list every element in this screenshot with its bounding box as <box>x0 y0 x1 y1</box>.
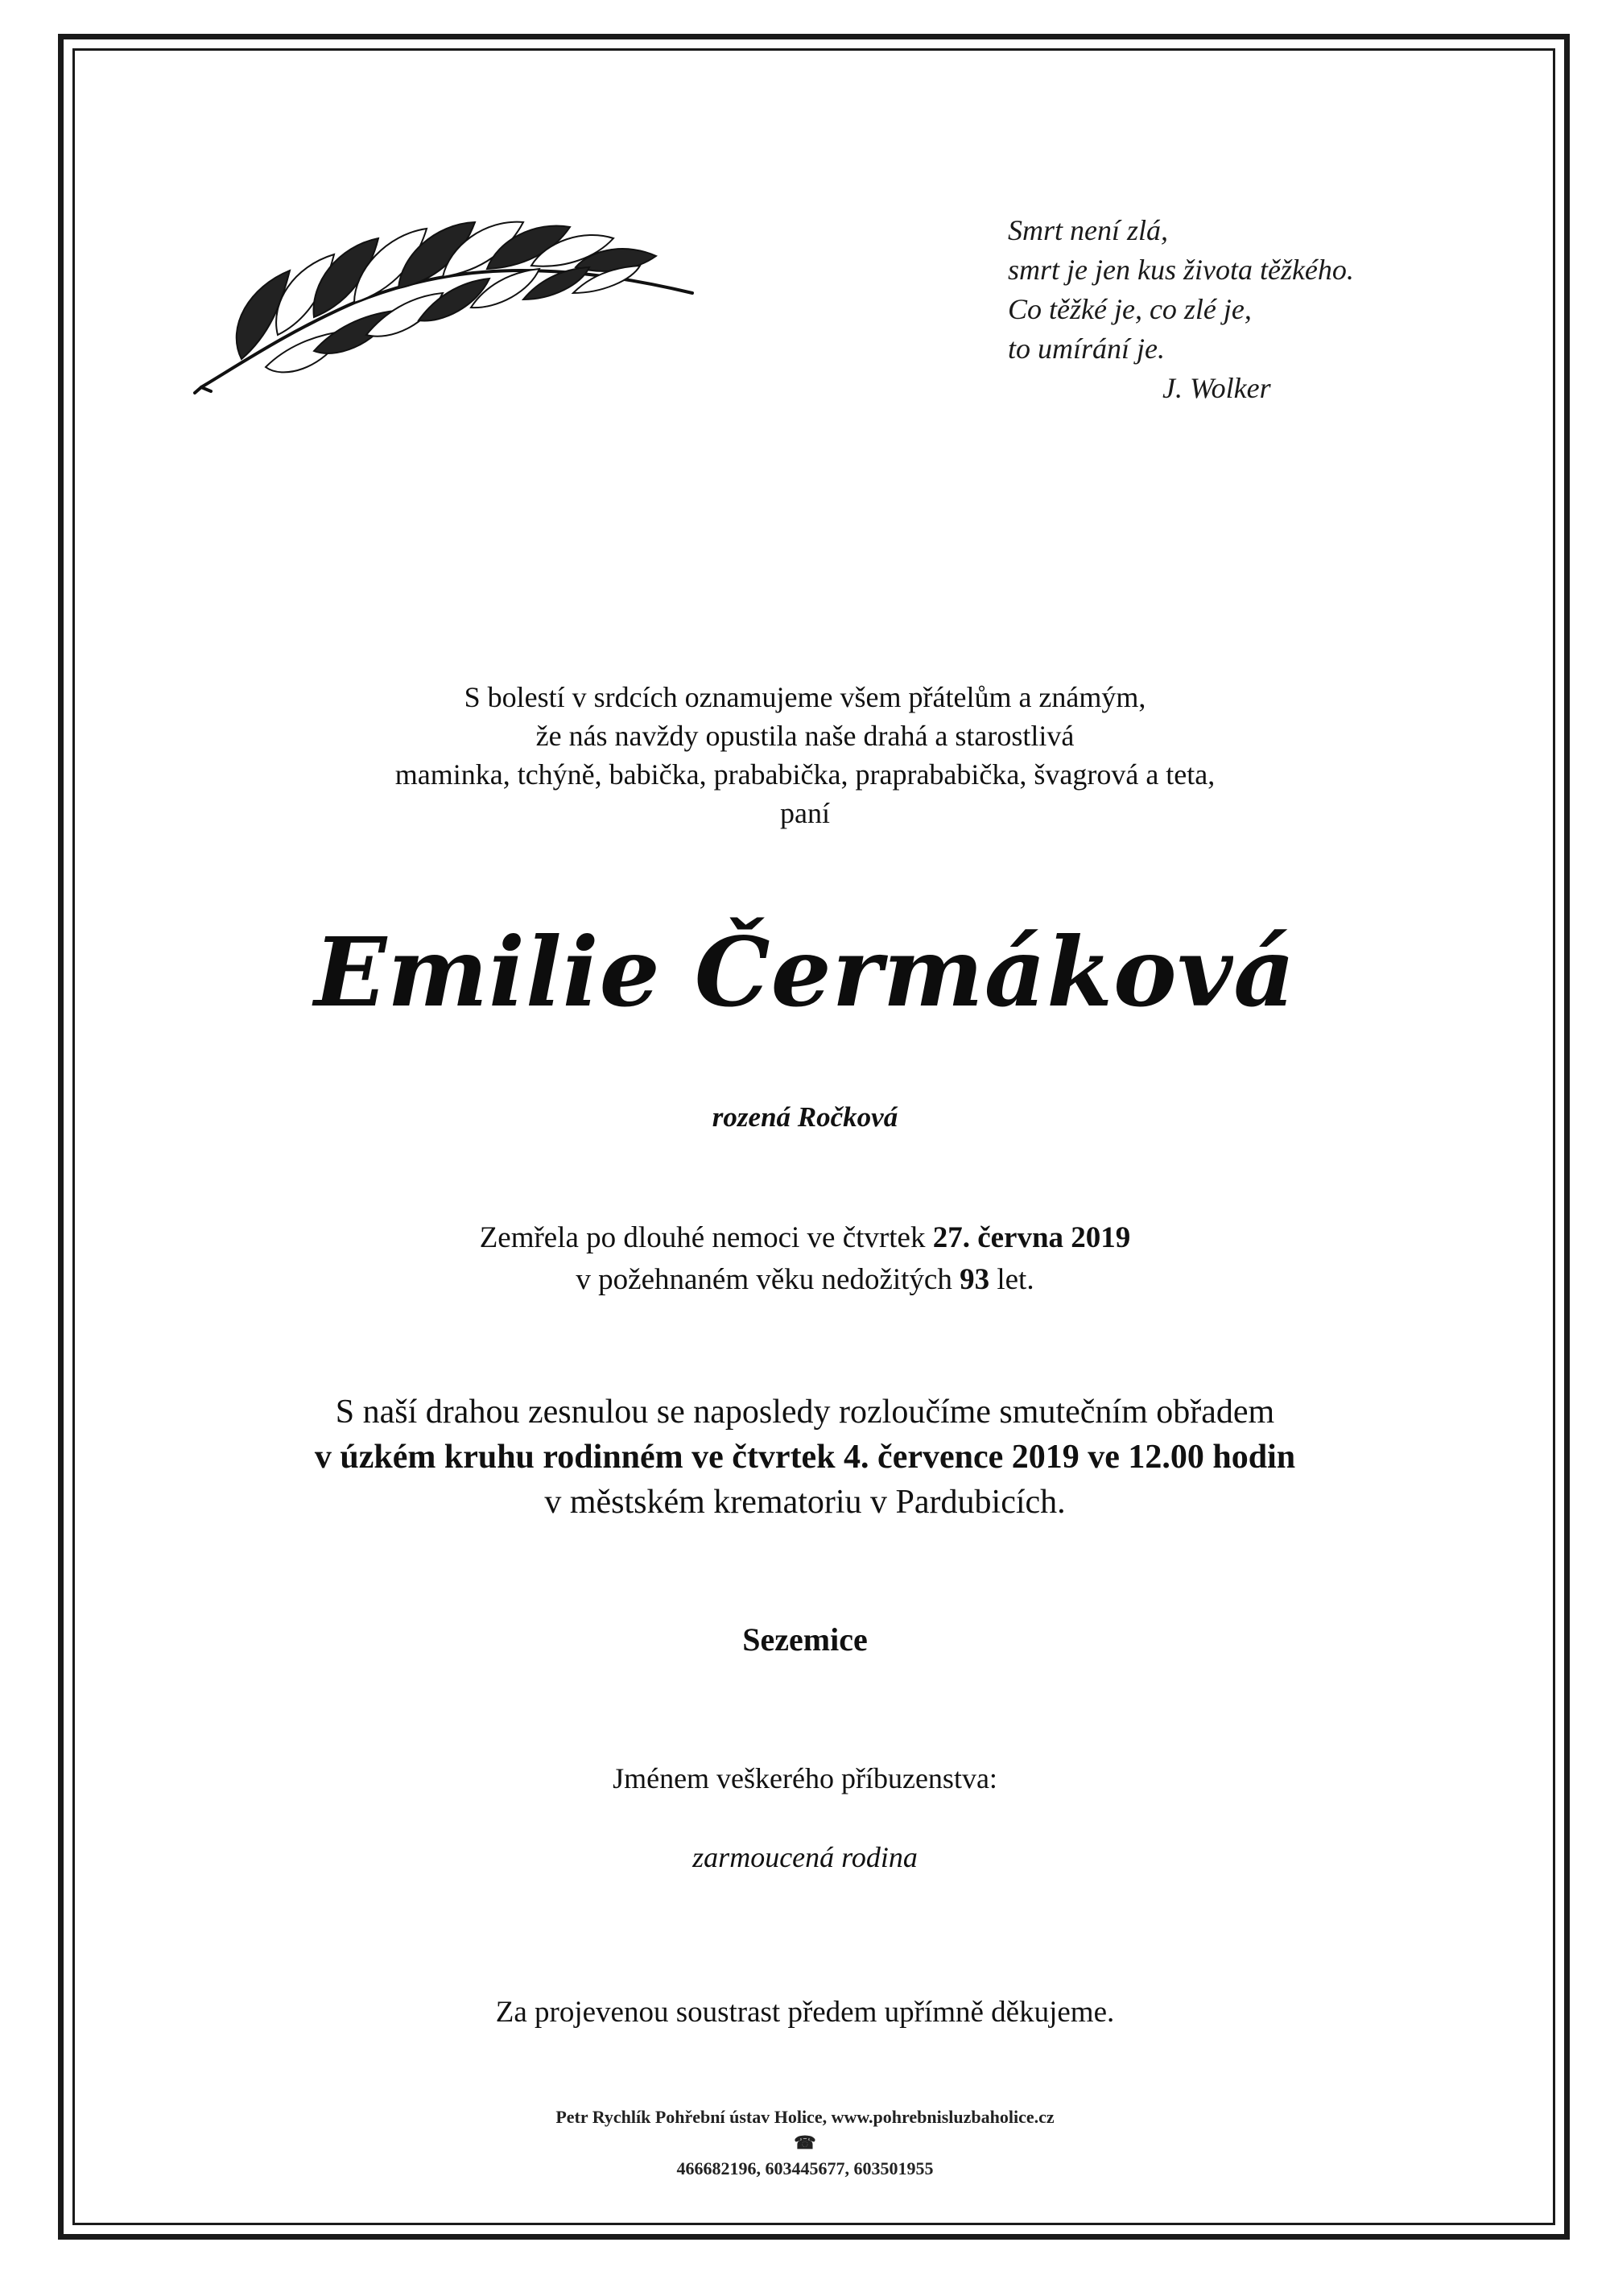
age-text: v požehnaném věku nedožitých <box>576 1263 960 1296</box>
footer-line-2 <box>0 2130 1610 2182</box>
poem-author: J. Wolker <box>1162 372 1271 404</box>
place-name: Sezemice <box>742 1621 868 1658</box>
ceremony-line-1: S naší drahou zesnulou se naposledy rozloučíme smutečním obřadem <box>335 1394 1275 1431</box>
footer <box>0 2104 1610 2182</box>
family-signature: zarmoucená rodina <box>692 1841 918 1873</box>
ceremony-line-2: v úzkém kruhu rodinném ve čtvrtek 4. července 2019 ve 12.00 hodin <box>314 1439 1296 1476</box>
deceased-name: Emilie Čermáková <box>314 916 1296 1028</box>
poem-line: Smrt není zlá, <box>1008 214 1169 246</box>
intro-line: že nás navždy opustila naše drahá a starostlivá <box>535 720 1075 752</box>
death-line-1 <box>0 1217 1610 1259</box>
footer-line-1: Petr Rychlík Pohřební ústav Holice, www.pohrebnisluzbaholice.cz <box>555 2107 1055 2127</box>
poem-line: Co těžké je, co zlé je, <box>1008 293 1252 325</box>
ceremony-line-3: v městském krematoriu v Pardubicích. <box>544 1484 1066 1521</box>
intro-line: maminka, tchýně, babička, prababička, praprababička, švagrová a teta, <box>394 758 1216 791</box>
age-value: 93 <box>960 1263 990 1296</box>
leaf-branch-icon <box>193 190 716 399</box>
age-suffix: let. <box>989 1263 1034 1296</box>
family-label: Jménem veškerého příbuzenstva: <box>613 1762 997 1794</box>
thanks-line: Za projevenou soustrast předem upřímně děkujeme. <box>495 1996 1115 2029</box>
death-text: Zemřela po dlouhé nemoci ve čtvrtek <box>479 1221 933 1254</box>
death-line-2 <box>0 1259 1610 1301</box>
poem-line: to umírání je. <box>1008 332 1165 365</box>
death-notice <box>0 1217 1610 1301</box>
maiden-name: rozená Ročková <box>712 1101 898 1133</box>
death-date: 27. června 2019 <box>932 1221 1131 1254</box>
intro-line: paní <box>780 797 830 829</box>
announcement-intro <box>0 678 1610 832</box>
phone-numbers: 466682196, 603445677, 603501955 <box>676 2158 934 2178</box>
ceremony-notice <box>0 1390 1610 1525</box>
poem-line: smrt je jen kus života těžkého. <box>1008 254 1354 286</box>
phone-icon: ☎ <box>794 2133 816 2153</box>
intro-line: S bolestí v srdcích oznamujeme všem přátelům a známým, <box>464 681 1146 713</box>
poem <box>1008 211 1354 408</box>
